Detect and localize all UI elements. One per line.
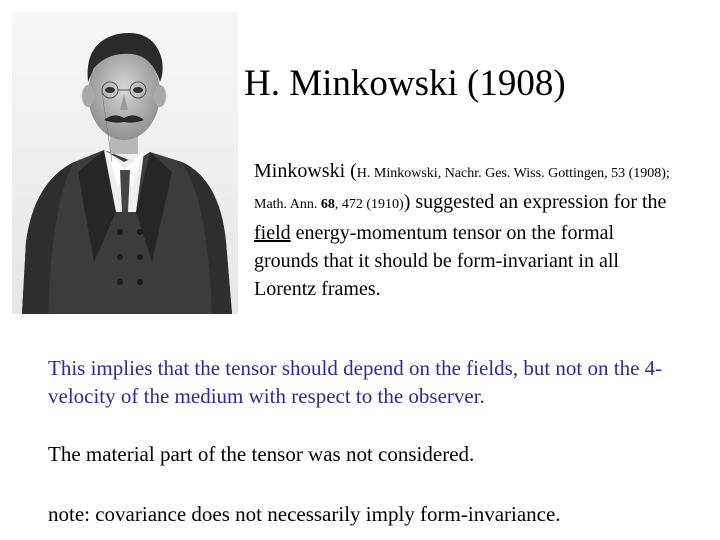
citation-close-paren: ) bbox=[403, 191, 411, 213]
material-part-paragraph: The material part of the tensor was not considered. bbox=[48, 442, 475, 466]
intro-paragraph bbox=[254, 157, 674, 303]
citation-part-2: , 472 (1910) bbox=[334, 197, 404, 212]
implication-paragraph: This implies that the tensor should depend on the fields, but not on the 4-velocity of the medium with respect to the observer. bbox=[48, 356, 663, 408]
intro-text-1: suggested an expression for the bbox=[410, 191, 667, 213]
citation-volume: 68 bbox=[320, 197, 335, 212]
covariance-note: note: covariance does not necessarily imply form-invariance. bbox=[48, 502, 561, 526]
intro-name: Minkowski ( bbox=[254, 160, 357, 182]
field-word: field bbox=[254, 222, 291, 244]
portrait-illustration bbox=[12, 12, 238, 314]
intro-text-2: energy-momentum tensor on the formal grounds that it should be form-invariant in all Lorentz frames. bbox=[254, 222, 619, 300]
portrait-photo bbox=[12, 12, 238, 314]
citation-part-1: H. Minkowski, Nachr. Ges. Wiss. Gottingen, 53 (1908); Math. Ann. bbox=[254, 166, 670, 212]
slide-title: H. Minkowski (1908) bbox=[244, 63, 566, 104]
